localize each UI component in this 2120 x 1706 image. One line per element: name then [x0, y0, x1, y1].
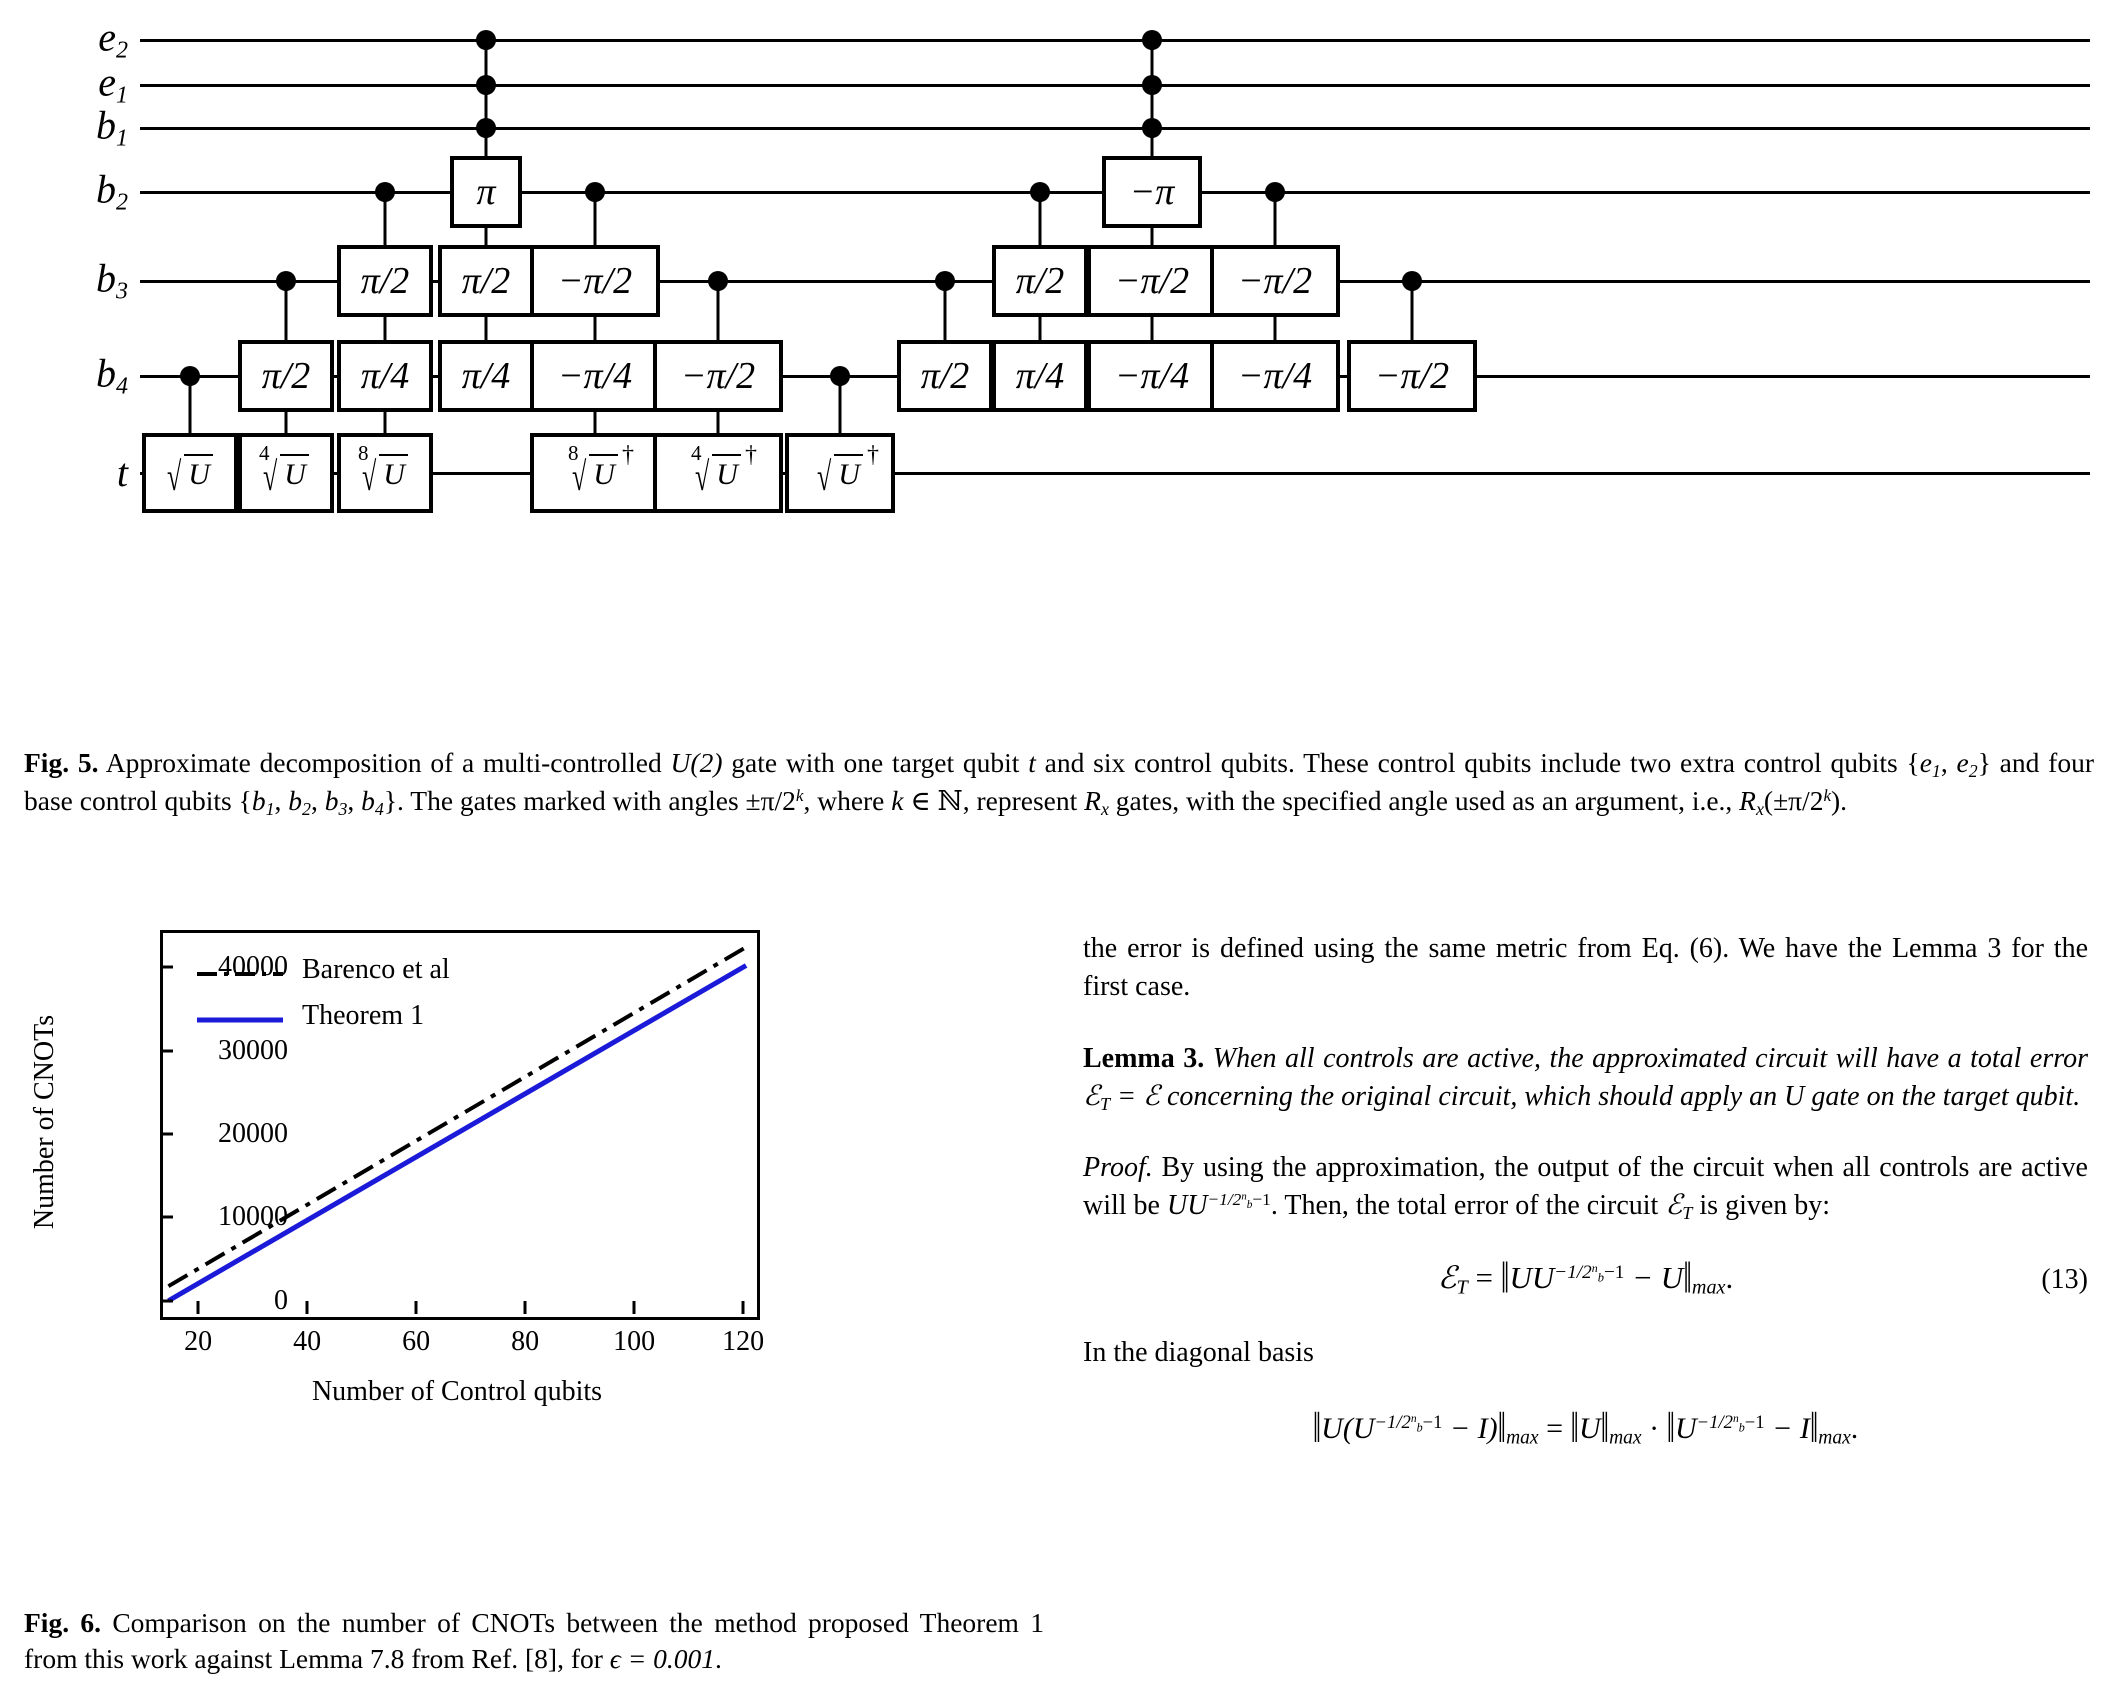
- control-link: [1039, 192, 1042, 249]
- fig5-cap-t8: ,: [347, 785, 362, 817]
- y-tick-label: 40000: [218, 951, 288, 983]
- legend-swatch-theorem1: [195, 1014, 285, 1026]
- fig5-cap-t6: ,: [274, 785, 289, 817]
- qubit-label-b1: $b_1$: [96, 102, 128, 152]
- control-link: [944, 281, 947, 344]
- lemma-3-et-sub: T: [1099, 1094, 1111, 1115]
- legend-label-theorem1: Theorem 1: [302, 1000, 425, 1031]
- right-text-column: [1083, 930, 2088, 1452]
- qubit-label-e2: $e_2$: [98, 14, 128, 64]
- y-tick-mark: [160, 1133, 173, 1136]
- eqd-p3-u: U: [1675, 1411, 1697, 1445]
- fig5-cap-t7: ,: [310, 785, 325, 817]
- gate-b4-mpi4-c[interactable]: −π/4: [1210, 340, 1340, 412]
- eqd-p1-sup: [1375, 1412, 1443, 1433]
- lemma-3-t2: concerning the original circuit, which should apply an: [1159, 1081, 1785, 1113]
- target-gate-8rootU[interactable]: 8 √ U: [337, 433, 433, 513]
- figure-5-caption-prefix: Fig. 5.: [24, 747, 99, 778]
- fig6-cap-t2: .: [715, 1643, 722, 1675]
- gate-b3-mpi2-a[interactable]: −π/2: [530, 245, 660, 317]
- fig5-cap-e2: e: [1956, 747, 1969, 778]
- chart-y-axis-label: Number of CNOTs: [29, 1014, 60, 1230]
- proof-et-sub: T: [1682, 1203, 1693, 1224]
- fig5-cap-b4s: 4: [374, 799, 384, 820]
- proof-sup-a: −1/2: [1207, 1190, 1242, 1210]
- fig5-cap-u2: U(2): [670, 747, 723, 778]
- fig5-cap-rx2s: x: [1755, 799, 1764, 820]
- eq13-sup-m1: −1: [1603, 1262, 1625, 1284]
- eq13-e-sub: T: [1456, 1276, 1468, 1299]
- p1-c: for the first case.: [1083, 933, 2088, 1003]
- x-tick-label: 40: [293, 1326, 322, 1357]
- target-gate-8rootUdag[interactable]: 8 √ U †: [530, 433, 660, 513]
- eqd-p3-b: b: [1738, 1420, 1745, 1435]
- fig5-cap-t1: Approximate decomposition of a multi-controlled: [98, 747, 671, 778]
- fig5-cap-t9: }. The gates marked with angles ±π/2: [383, 785, 796, 817]
- y-tick-mark: [160, 1299, 173, 1302]
- qubit-label-b4: $b_4$: [96, 350, 128, 400]
- fig5-cap-t5: } and four base control qubits {: [24, 747, 2094, 817]
- y-tick-mark: [160, 1049, 173, 1052]
- control-link: [189, 376, 192, 437]
- y-tick-mark: [160, 966, 173, 969]
- fig5-cap-t: t: [1028, 747, 1036, 778]
- gate-b4-mpi2-a[interactable]: −π/2: [653, 340, 783, 412]
- x-tick-label: 80: [511, 1326, 540, 1357]
- eq13-eq: =: [1467, 1260, 1501, 1295]
- figure-6-chart: [0, 910, 1060, 1590]
- fig5-cap-b3: b: [324, 785, 339, 817]
- eqd-norm2-close: ‖: [1600, 1404, 1610, 1452]
- eqd-norm3-open: ‖: [1666, 1404, 1675, 1452]
- eqd-p1-sup-a: −1/2: [1374, 1412, 1411, 1434]
- eqd-p1-u: U(U: [1321, 1411, 1375, 1445]
- eqd-equals: =: [1538, 1411, 1571, 1445]
- figure-6-caption-prefix: Fig. 6.: [24, 1607, 102, 1638]
- proof-paragraph: [1083, 1149, 2088, 1226]
- gate-b4-pi4-c[interactable]: π/4: [992, 340, 1088, 412]
- x-tick-mark: [633, 1301, 636, 1314]
- y-tick-label: 10000: [218, 1201, 288, 1233]
- eqd-norm2-open: ‖: [1570, 1404, 1579, 1452]
- proof-t1: By using the approximation, the output of the circuit when all controls are active will be: [1083, 1152, 2088, 1222]
- proof-t2: . Then, the total error of the circuit: [1270, 1190, 1666, 1222]
- fig6-cap-eps: ϵ = 0.001: [609, 1643, 716, 1675]
- proof-sup-n: n: [1241, 1190, 1247, 1203]
- diagonal-basis-text: In the diagonal basis: [1083, 1336, 1314, 1368]
- eq13-sup-a: −1/2: [1554, 1262, 1592, 1284]
- control-link: [1274, 192, 1277, 249]
- control-link: [839, 376, 842, 437]
- eq13-minus-u: − U: [1624, 1260, 1684, 1295]
- eqd-p1-n: n: [1410, 1413, 1417, 1426]
- figure-6-caption: [24, 1605, 1044, 1677]
- gate-b3-mpi2-b[interactable]: −π/2: [1087, 245, 1217, 317]
- figure-5-caption: [24, 745, 2094, 822]
- eq13-norm-close: ‖: [1683, 1251, 1692, 1303]
- y-tick-label: 20000: [218, 1118, 288, 1150]
- gate-b4-pi4-b[interactable]: π/4: [438, 340, 534, 412]
- x-tick-label: 60: [402, 1326, 431, 1357]
- gate-b3-pi2-a[interactable]: π/2: [337, 245, 433, 317]
- gate-b4-pi2-a[interactable]: π/2: [238, 340, 334, 412]
- control-link: [594, 192, 597, 249]
- gate-b4-mpi4-b[interactable]: −π/4: [1087, 340, 1217, 412]
- lemma-3-t3: gate on the target qubit.: [1804, 1081, 2081, 1113]
- lemma-3-statement: [1083, 1040, 2088, 1117]
- fig5-cap-t11: ∈ ℕ, represent: [903, 785, 1085, 817]
- lemma-3-et: ℰ: [1083, 1081, 1100, 1113]
- equation-13-row: [1083, 1251, 2088, 1303]
- fig5-cap-t13: (±π/2: [1763, 785, 1824, 817]
- x-tick-label: 20: [184, 1326, 213, 1357]
- p1-b: 3: [1987, 933, 2002, 964]
- eqd-period: .: [1850, 1411, 1859, 1445]
- chart-x-axis-label: Number of Control qubits: [311, 1376, 603, 1407]
- control-link: [1151, 40, 1154, 160]
- gate-b2-mpi[interactable]: −π: [1102, 156, 1202, 228]
- fig5-cap-k: k: [891, 785, 904, 817]
- fig5-cap-e2s: 2: [1968, 761, 1978, 781]
- x-tick-mark: [197, 1301, 200, 1314]
- qubit-wire-b1: [140, 127, 2090, 130]
- fig5-cap-b2s: 2: [302, 799, 311, 820]
- eqd-dot: ·: [1641, 1411, 1667, 1445]
- eqd-norm3-close: ‖: [1809, 1404, 1819, 1452]
- gate-b4-pi4-a[interactable]: π/4: [337, 340, 433, 412]
- proof-expr-u: UU: [1167, 1190, 1208, 1222]
- lemma-3-eq: =: [1110, 1081, 1143, 1113]
- equation-13-body: [1083, 1251, 2088, 1303]
- eqd-p1-m1: −1: [1422, 1412, 1443, 1434]
- gate-b4-pi2-b[interactable]: π/2: [897, 340, 993, 412]
- fig5-cap-t14: ).: [1831, 785, 1848, 817]
- eq13-sup-b: b: [1597, 1270, 1604, 1285]
- eq13-sup: [1554, 1262, 1624, 1283]
- control-link: [1411, 281, 1414, 344]
- x-tick-label: 100: [613, 1326, 656, 1357]
- equation-13-number: (13): [2041, 1263, 2088, 1295]
- qubit-label-b2: $b_2$: [96, 166, 128, 216]
- eqd-max2: max: [1609, 1427, 1642, 1449]
- eqd-p3-sup: [1697, 1412, 1765, 1433]
- target-gate-4rootUdag[interactable]: 4 √ U †: [653, 433, 783, 513]
- eqd-max1: max: [1506, 1427, 1539, 1449]
- fig5-cap-b1: b: [251, 785, 266, 817]
- eq13-period: .: [1725, 1260, 1734, 1295]
- control-link: [285, 281, 288, 344]
- qubit-label-e1: $e_1$: [98, 59, 128, 109]
- fig6-cap-t1: Comparison on the number of CNOTs between the method proposed Theorem 1 from this work against Lemma 7.8 from Ref. [8], for: [24, 1607, 1044, 1675]
- qubit-wire-e1: [140, 84, 2090, 87]
- eqd-norm1-close: ‖: [1497, 1404, 1507, 1452]
- lemma-3-label: Lemma 3.: [1083, 1043, 1205, 1075]
- eq13-u: UU: [1509, 1260, 1555, 1295]
- eqd-p2-u: U: [1578, 1411, 1601, 1445]
- gate-b3-mpi2-c[interactable]: −π/2: [1210, 245, 1340, 317]
- fig5-cap-t10: , where: [803, 785, 892, 817]
- eq13-e: ℰ: [1437, 1260, 1457, 1295]
- lemma-3-e: ℰ: [1142, 1081, 1160, 1113]
- qubit-label-b3: $b_3$: [96, 255, 128, 305]
- figure-5-circuit-diagram: [0, 0, 2120, 720]
- target-gate-sqrtU[interactable]: √ U: [142, 433, 238, 513]
- lemma-3-t1: When all controls are active, the approximated circuit will have a total error: [1204, 1043, 2088, 1075]
- x-tick-label: 120: [722, 1326, 765, 1357]
- target-gate-sqrtUdag[interactable]: √ U †: [785, 433, 895, 513]
- gate-b3-pi2-b[interactable]: π/2: [438, 245, 534, 317]
- fig5-cap-rxs: x: [1100, 799, 1109, 820]
- proof-sup-m1: −1: [1252, 1190, 1271, 1210]
- fig5-cap-b2: b: [288, 785, 303, 817]
- target-gate-4rootU[interactable]: 4 √ U: [238, 433, 334, 513]
- eq13-norm-open: ‖: [1500, 1251, 1510, 1303]
- eqd-p3-rest: − I: [1764, 1411, 1810, 1445]
- fig5-cap-b4: b: [361, 785, 375, 817]
- proof-et: ℰ: [1665, 1190, 1683, 1222]
- fig5-cap-e1s: 1: [1931, 761, 1941, 781]
- legend-label-barenco: Barenco et al: [302, 954, 450, 985]
- lemma-3-u: U: [1784, 1081, 1805, 1113]
- eqd-p1-b: b: [1416, 1420, 1423, 1435]
- eq13-sup-n: n: [1591, 1260, 1598, 1275]
- fig5-cap-rx: R: [1084, 785, 1101, 817]
- eqd-p3-sup-a: −1/2: [1696, 1412, 1733, 1434]
- qubit-wire-e2: [140, 39, 2090, 42]
- equation-diagonal-basis: [1083, 1404, 2088, 1452]
- eq13-max: max: [1691, 1276, 1726, 1299]
- eqd-max3: max: [1818, 1427, 1851, 1449]
- p1-a: the error is defined using the same metric from Eq. (6). We have the Lemma: [1083, 933, 1988, 964]
- fig5-cap-rx2: R: [1739, 785, 1756, 817]
- eqd-p1-rest: − I): [1442, 1411, 1498, 1445]
- y-tick-mark: [160, 1216, 173, 1219]
- paragraph-error-metric: [1083, 930, 2088, 1006]
- gate-b4-mpi2-b[interactable]: −π/2: [1347, 340, 1477, 412]
- proof-expr-sup: [1207, 1190, 1271, 1212]
- fig5-cap-supk: k: [795, 786, 804, 806]
- y-tick-label: 0: [274, 1284, 288, 1316]
- control-link: [384, 192, 387, 249]
- fig5-cap-t2: gate with one target qubit: [722, 747, 1029, 778]
- y-tick-label: 30000: [218, 1034, 288, 1066]
- fig5-cap-t3: and six control qubits. These control qubits include two extra control qubits {: [1035, 747, 1920, 778]
- control-link: [717, 281, 720, 344]
- proof-sup-b: b: [1246, 1199, 1253, 1212]
- proof-label: Proof.: [1083, 1152, 1153, 1184]
- x-tick-mark: [306, 1301, 309, 1314]
- qubit-label-t: t: [116, 450, 128, 495]
- fig5-cap-t12: gates, with the specified angle used as an argument, i.e.,: [1108, 785, 1740, 817]
- eqd-p3-m1: −1: [1744, 1412, 1765, 1434]
- fig5-cap-b3s: 3: [338, 799, 348, 820]
- fig5-cap-b1s: 1: [265, 799, 275, 820]
- x-tick-mark: [742, 1301, 745, 1314]
- legend-swatch-barenco: [195, 968, 285, 980]
- eqd-norm1-open: ‖: [1312, 1404, 1322, 1452]
- x-tick-mark: [524, 1301, 527, 1314]
- eqd-p3-n: n: [1732, 1413, 1739, 1426]
- control-link: [485, 40, 488, 160]
- gate-b4-mpi4-a[interactable]: −π/4: [530, 340, 660, 412]
- fig5-cap-e1: e: [1919, 747, 1932, 778]
- fig5-cap-t4: ,: [1940, 747, 1957, 778]
- gate-b3-pi2-c[interactable]: π/2: [992, 245, 1088, 317]
- x-tick-mark: [415, 1301, 418, 1314]
- fig5-cap-supk2: k: [1823, 786, 1832, 806]
- gate-b2-pi[interactable]: π: [450, 156, 522, 228]
- proof-t3: is given by:: [1692, 1190, 1831, 1222]
